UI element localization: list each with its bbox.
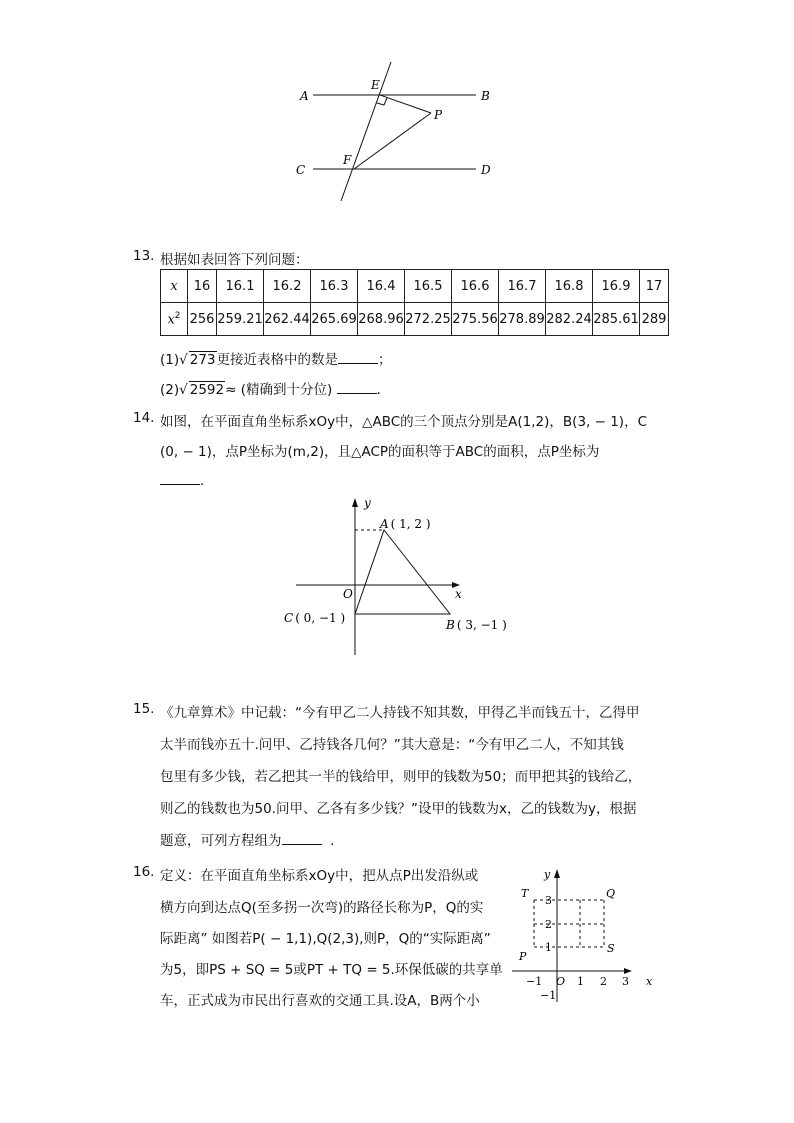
table-cell: 16.5 bbox=[405, 270, 452, 303]
x-axis-label: x bbox=[646, 975, 653, 988]
label-c: C bbox=[296, 163, 306, 177]
q14-line2: (0, − 1)，点P坐标为(m,2)，且△ACP的面积等于ABC的面积，点P坐标为 bbox=[160, 444, 600, 460]
y-tick-label: 2 bbox=[545, 918, 552, 931]
table-cell: 16.1 bbox=[217, 270, 264, 303]
table-cell: 16.2 bbox=[264, 270, 311, 303]
q16-line1: 定义：在平面直角坐标系xOy中，把从点P出发沿纵或 bbox=[160, 868, 479, 884]
table-cell: 16 bbox=[188, 270, 217, 303]
part2-text: ≈ (精确到十分位) bbox=[225, 382, 333, 398]
table-cell: 275.56 bbox=[452, 303, 499, 336]
table-cell: 268.96 bbox=[358, 303, 405, 336]
label-a: A bbox=[300, 89, 309, 103]
frac-numerator: 2 bbox=[568, 767, 574, 777]
c-coord: ( 0, −1 ) bbox=[295, 611, 346, 625]
frac-denominator: 3 bbox=[568, 776, 574, 786]
y-axis-arrow bbox=[554, 869, 560, 878]
a-letter: A bbox=[380, 517, 389, 531]
sqrt-sign: √ bbox=[179, 382, 188, 398]
label-b: B bbox=[481, 89, 490, 103]
answer-blank[interactable] bbox=[160, 472, 200, 485]
table-cell: 16.4 bbox=[358, 270, 405, 303]
y-tick-label: 1 bbox=[545, 941, 552, 954]
table-row-x bbox=[161, 270, 669, 303]
q15-line4: 则乙的钱数也为50.问甲、乙各有多少钱？”设甲的钱数为x，乙的钱数为y，根据 bbox=[160, 801, 637, 817]
table-cell: 16.7 bbox=[499, 270, 546, 303]
q13-stem: 根据如表回答下列问题： bbox=[160, 252, 309, 268]
q14-number: 14. bbox=[133, 410, 155, 426]
q15-line3-a: 包里有多少钱，若乙把其一半的钱给甲，则甲的钱数为50；而甲把其 bbox=[160, 769, 569, 785]
radicand-2592: 2592 bbox=[189, 382, 225, 398]
label-e: E bbox=[371, 78, 380, 92]
x-tick-label: −1 bbox=[526, 975, 543, 988]
point-a-label bbox=[379, 517, 431, 531]
q15-number: 15. bbox=[133, 701, 155, 717]
answer-blank[interactable] bbox=[338, 351, 378, 364]
answer-blank[interactable] bbox=[337, 381, 377, 394]
point-t-label: T bbox=[521, 887, 529, 900]
table-cell: 16.8 bbox=[546, 270, 593, 303]
segment-ep bbox=[380, 95, 431, 113]
part2-label: (2) bbox=[160, 382, 180, 398]
table-row-x-squared bbox=[161, 303, 669, 336]
answer-blank[interactable] bbox=[282, 832, 322, 845]
point-q-label: Q bbox=[606, 887, 616, 900]
part1-label: (1) bbox=[160, 352, 180, 368]
x-axis-arrow bbox=[624, 968, 632, 974]
part1-end: ； bbox=[378, 352, 392, 368]
b-letter: B bbox=[446, 618, 455, 632]
q16-number: 16. bbox=[133, 864, 155, 880]
table-cell: 289 bbox=[640, 303, 669, 336]
real-distance-grid-figure bbox=[508, 860, 668, 1010]
point-p-label: P bbox=[519, 950, 527, 963]
right-angle-mark bbox=[377, 98, 387, 105]
label-f: F bbox=[343, 153, 352, 167]
radicand-273: 273 bbox=[189, 352, 216, 368]
y-tick-label: −1 bbox=[540, 989, 557, 1002]
origin-label: O bbox=[556, 975, 566, 988]
triangle-abc bbox=[355, 530, 450, 614]
q15-line2: 太半而钱亦五十.问甲、乙持钱各几何？”其大意是：“今有甲乙二人，不知其钱 bbox=[160, 737, 624, 753]
x-axis-label: x bbox=[455, 587, 462, 601]
x-tick-label: 2 bbox=[600, 975, 607, 988]
table-cell: 285.61 bbox=[593, 303, 640, 336]
y-axis-label: y bbox=[544, 868, 551, 881]
table-cell: 259.21 bbox=[217, 303, 264, 336]
q14-end: . bbox=[200, 473, 205, 489]
table-header-x-squared bbox=[161, 303, 188, 336]
part2-end: . bbox=[376, 382, 381, 398]
q15-line3-b: 的钱给乙， bbox=[573, 769, 642, 785]
q16-line5: 车，正式成为市民出行喜欢的交通工具.设A，B两个小 bbox=[160, 993, 480, 1009]
q13-part1 bbox=[160, 348, 392, 368]
q14-line3 bbox=[160, 472, 204, 489]
x-symbol: x bbox=[167, 312, 175, 328]
a-coord: ( 1, 2 ) bbox=[390, 517, 431, 531]
exponent: 2 bbox=[174, 310, 181, 321]
q14-line1: 如图，在平面直角坐标系xOy中，△ABC的三个顶点分别是A(1,2)，B(3, − 1)，C bbox=[160, 414, 647, 430]
origin-label: O bbox=[343, 587, 353, 601]
x-tick-label: 3 bbox=[622, 975, 629, 988]
label-p: P bbox=[434, 108, 443, 122]
table-cell: 16.3 bbox=[311, 270, 358, 303]
parallel-lines-figure bbox=[290, 55, 510, 210]
q15-end: . bbox=[330, 833, 335, 849]
b-coord: ( 3, −1 ) bbox=[456, 618, 507, 632]
square-table bbox=[160, 269, 669, 336]
q13-part2 bbox=[160, 378, 381, 398]
table-cell: 256 bbox=[188, 303, 217, 336]
q15-line3 bbox=[160, 765, 641, 786]
part1-text: 更接近表格中的数是 bbox=[216, 352, 339, 368]
y-tick-label: 3 bbox=[545, 894, 552, 907]
q13-number: 13. bbox=[133, 248, 155, 264]
point-s-label: S bbox=[607, 942, 615, 955]
q15-line5 bbox=[160, 829, 334, 849]
table-cell: 16.9 bbox=[593, 270, 640, 303]
q15-line5-a: 题意，可列方程组为 bbox=[160, 833, 282, 849]
segment-fp bbox=[354, 113, 431, 169]
y-axis-arrow bbox=[352, 498, 358, 507]
y-axis-label: y bbox=[364, 496, 371, 510]
q16-line2: 横方向到达点Q(至多拐一次弯)的路径长称为P，Q的实 bbox=[160, 900, 484, 916]
table-cell: 282.24 bbox=[546, 303, 593, 336]
label-d: D bbox=[481, 163, 491, 177]
table-cell: 278.89 bbox=[499, 303, 546, 336]
q15-line1: 《九章算术》中记载：“今有甲乙二人持钱不知其数，甲得乙半而钱五十，乙得甲 bbox=[160, 705, 640, 721]
point-b-label bbox=[445, 618, 507, 632]
q16-line4: 为5，即PS + SQ = 5或PT + TQ = 5.环保低碳的共享单 bbox=[160, 962, 503, 978]
point-c-label bbox=[284, 611, 345, 625]
table-cell: 17 bbox=[640, 270, 669, 303]
sqrt-sign: √ bbox=[179, 352, 188, 368]
table-cell: 272.25 bbox=[405, 303, 452, 336]
x-tick-label: 1 bbox=[577, 975, 584, 988]
transversal-ef bbox=[341, 62, 391, 201]
q16-line3: 际距离” 如图若P( − 1,1),Q(2,3),则P，Q的“实际距离” bbox=[160, 931, 491, 947]
table-cell: 262.44 bbox=[264, 303, 311, 336]
triangle-coordinate-figure bbox=[280, 492, 530, 662]
table-cell: 16.6 bbox=[452, 270, 499, 303]
c-letter: C bbox=[284, 611, 294, 625]
table-header-x: x bbox=[161, 270, 188, 303]
table-cell: 265.69 bbox=[311, 303, 358, 336]
